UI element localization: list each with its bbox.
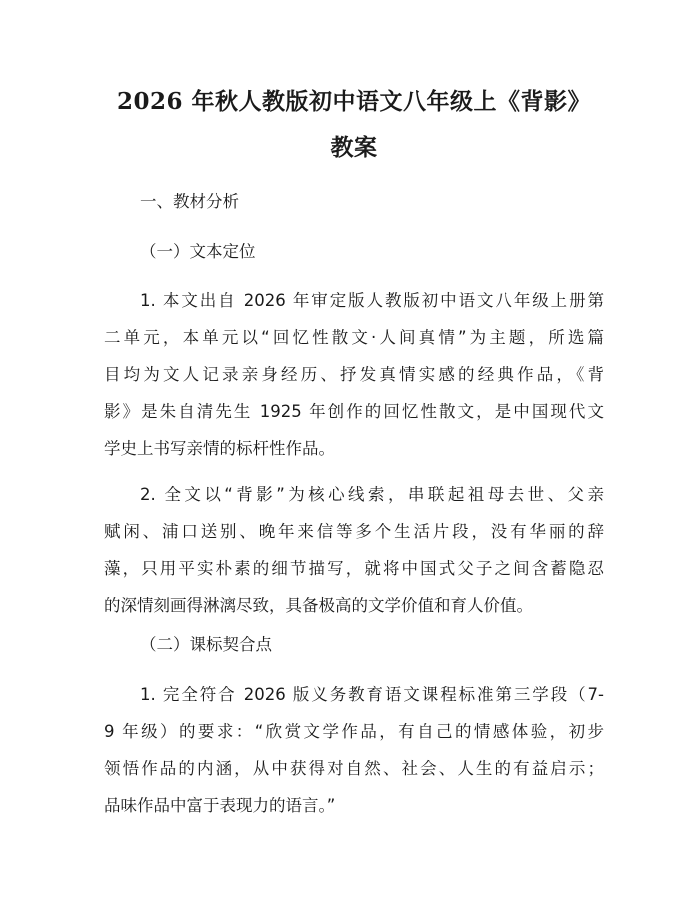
paragraph-3-line-4: 品味作品中富于表现力的语言。” [104, 796, 336, 815]
document-title-line-2: 教案 [330, 134, 378, 161]
paragraph-1-line-4: 影》是朱自清先生 1925 年创作的回忆性散文，是中国现代文 [104, 402, 604, 421]
paragraph-2-line-4: 的深情刻画得淋漓尽致，具备极高的文学价值和育人价值。 [104, 596, 533, 615]
paragraph-2-line-2: 赋闲、浦口送别、晚年来信等多个生活片段，没有华丽的辞 [104, 522, 604, 541]
paragraph-2-line-3: 藻，只用平实朴素的细节描写，就将中国式父子之间含蓄隐忍 [104, 559, 604, 578]
section-heading-textbook-analysis: 一、教材分析 [140, 192, 239, 211]
paragraph-3-line-3: 领悟作品的内涵，从中获得对自然、社会、人生的有益启示； [104, 759, 604, 778]
paragraph-1-line-1: 1. 本文出自 2026 年审定版人教版初中语文八年级上册第 [140, 291, 604, 310]
subsection-heading-text-positioning: （一）文本定位 [140, 242, 256, 261]
paragraph-1-line-3: 目均为文人记录亲身经历、抒发真情实感的经典作品，《背 [104, 365, 604, 384]
paragraph-2-line-1: 2. 全文以“背影”为核心线索，串联起祖母去世、父亲 [140, 485, 604, 504]
subsection-heading-curriculum-alignment: （二）课标契合点 [140, 635, 272, 654]
paragraph-3-line-2: 9 年级）的要求：“欣赏文学作品，有自己的情感体验，初步 [104, 722, 604, 741]
paragraph-3-line-1: 1. 完全符合 2026 版义务教育语文课程标准第三学段（7- [140, 685, 604, 704]
paragraph-1-line-2: 二单元，本单元以“回忆性散文·人间真情”为主题，所选篇 [104, 328, 604, 347]
paragraph-1-line-5: 学史上书写亲情的标杆性作品。 [104, 439, 335, 458]
document-title-line-1: 2026 年秋人教版初中语文八年级上《背影》 [116, 88, 592, 115]
